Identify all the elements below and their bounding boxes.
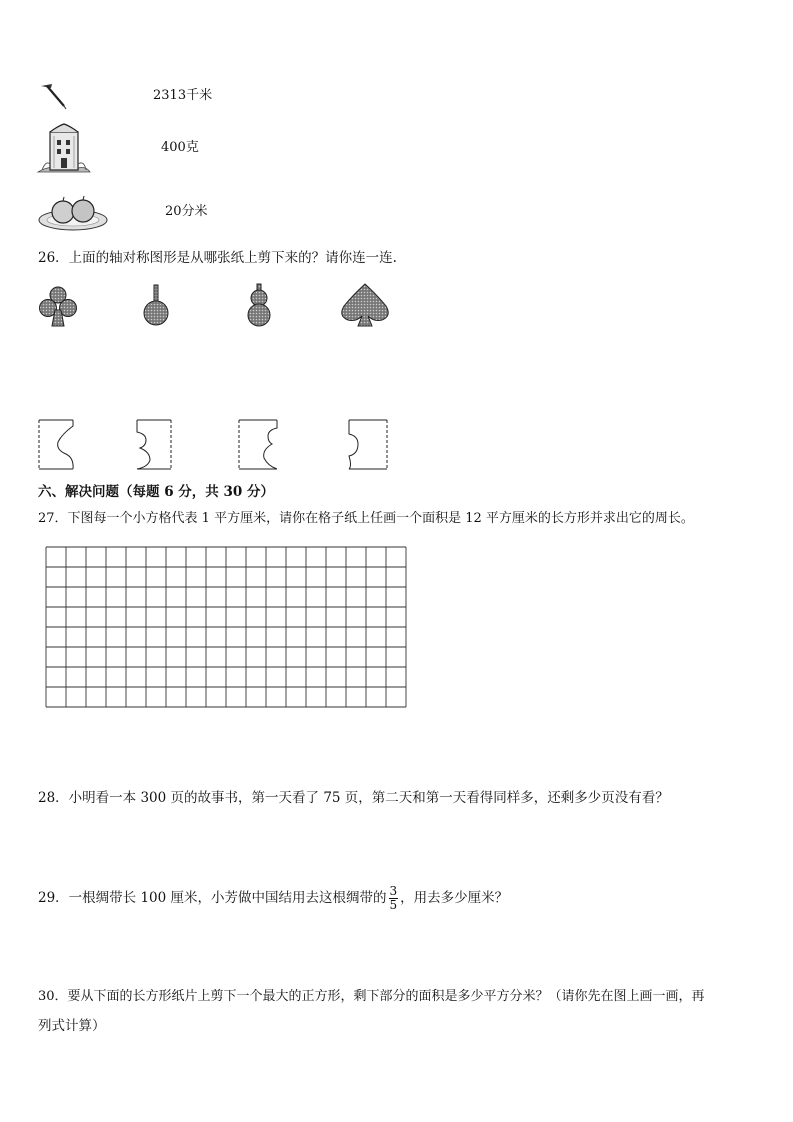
question-29 <box>38 880 508 916</box>
nail-icon <box>38 82 70 112</box>
match-label-3: 20分米 <box>165 204 208 219</box>
club-shape-icon <box>40 287 77 326</box>
apple-plate-icon <box>37 192 109 232</box>
gourd-shape-icon <box>248 284 270 326</box>
spade-shape-icon <box>342 284 389 326</box>
symmetric-shapes-row <box>0 282 793 332</box>
match-label-2: 400克 <box>161 140 199 155</box>
ball-on-stick-shape-icon <box>144 285 168 325</box>
question-30-line-1: 30．要从下面的长方形纸片上剪下一个最大的正方形，剩下部分的面积是多少平方分米？（请你先在图上画一画，再 <box>38 989 705 1004</box>
building-icon <box>38 122 90 174</box>
grid-paper[interactable] <box>45 546 407 708</box>
folded-paper-b-icon <box>137 420 171 469</box>
folded-paper-a-icon <box>39 420 73 469</box>
fraction <box>389 885 399 912</box>
question-27: 27．下图每一个小方格代表 1 平方厘米，请你在格子纸上任画一个面积是 12 平方厘米的长方形并求出它的周长。 <box>38 511 694 526</box>
folded-paper-c-icon <box>239 420 277 469</box>
question-29-text-after: ，用去多少厘米？ <box>400 890 509 906</box>
match-label-1: 2313千米 <box>153 88 213 103</box>
section-6-title: 六、解决问题（每题 6 分，共 30 分） <box>38 484 274 500</box>
question-28: 28．小明看一本 300 页的故事书，第一天看了 75 页，第二天和第一天看得同样多，还剩多少页没有看？ <box>38 790 669 806</box>
fraction-denominator: 5 <box>389 898 398 912</box>
question-26: 26．上面的轴对称图形是从哪张纸上剪下来的？请你连一连. <box>38 250 397 266</box>
question-29-text-before: 29．一根绸带长 100 厘米，小芳做中国结用去这根绸带的 <box>38 890 387 906</box>
fraction-numerator: 3 <box>389 884 398 898</box>
question-30-line-2: 列式计算） <box>38 1018 106 1034</box>
folded-papers-row <box>0 414 793 474</box>
folded-paper-d-icon <box>349 420 387 469</box>
